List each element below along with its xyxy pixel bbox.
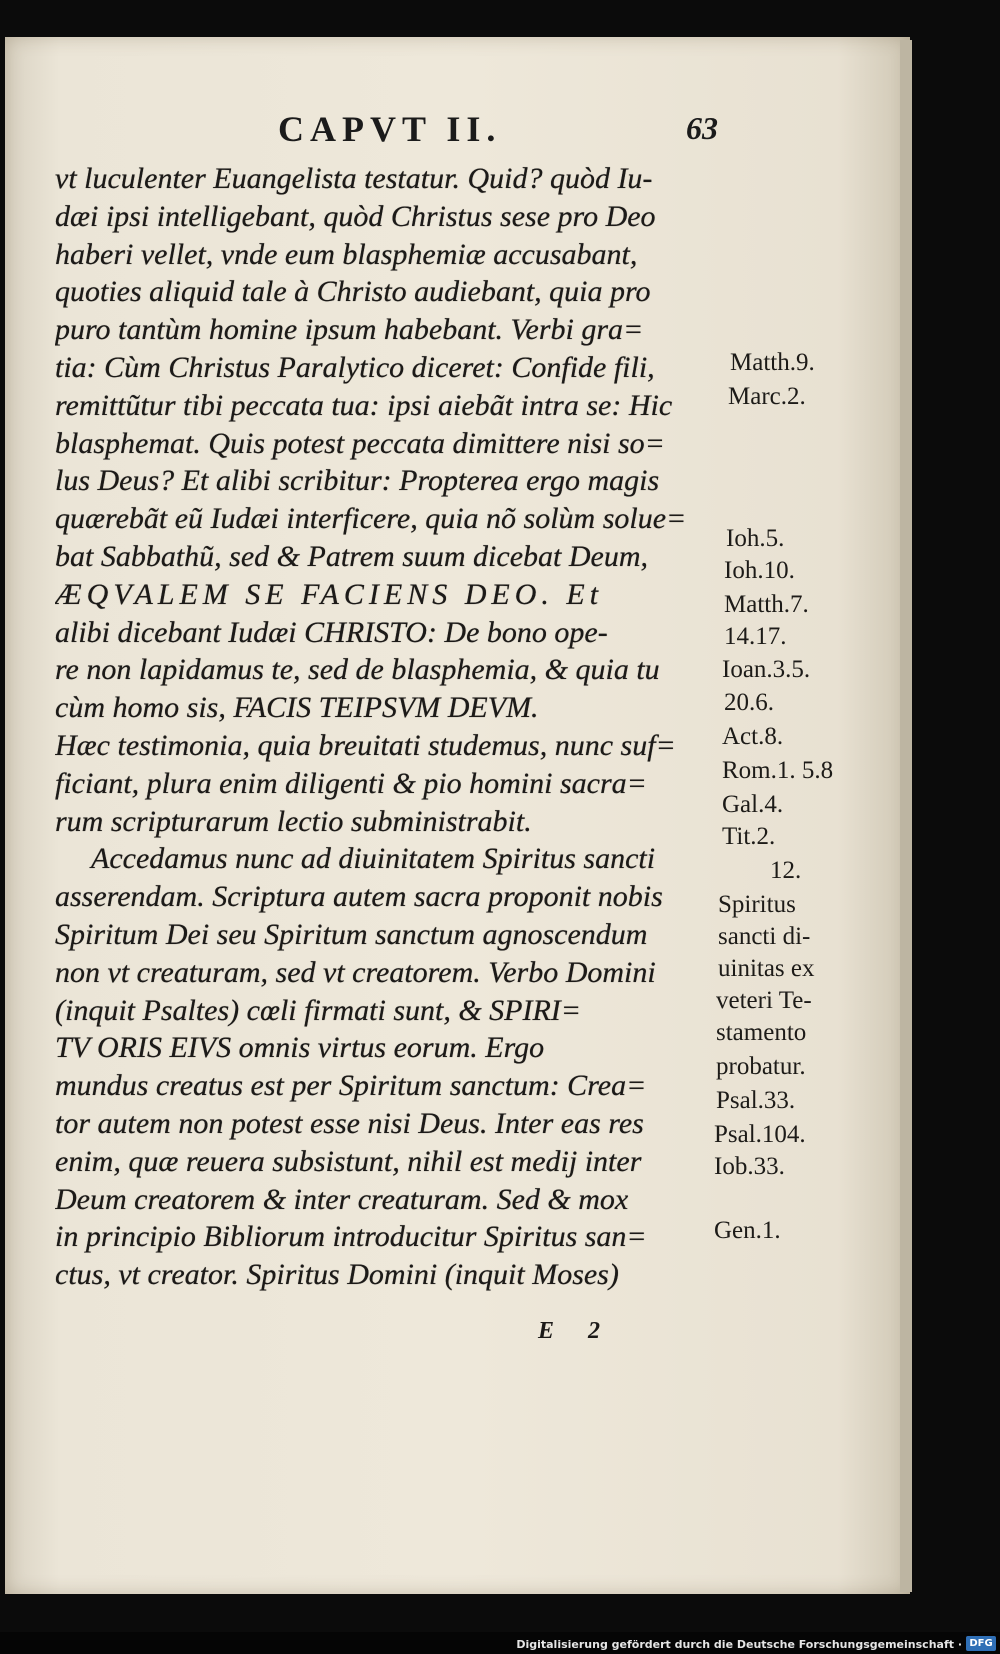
text-line: vt luculenter Euangelista testatur. Quid? quòd Iu- [55,162,653,195]
text-line: alibi dicebant Iudæi CHRISTO: De bono ope- [55,615,608,649]
text-line: quærebãt eũ Iudæi interficere, quia nõ solùm solue= [55,502,687,536]
text-line: bat Sabbathũ, sed & Patrem suum dicebat Deum, [55,539,648,573]
margin-note: Matth.7. [724,591,809,618]
margin-note: Spiritus [718,891,796,918]
text-line: ficiant, plura enim diligenti & pio homini sacra= [55,766,647,800]
text-line: tia: Cùm Christus Paralytico diceret: Confide fili, [55,350,655,384]
text-line: ÆQVALEM SE FACIENS DEO. Et [55,577,604,611]
text-line: dæi ipsi intelligebant, quòd Christus sese pro Deo [55,199,656,233]
text-line: haberi vellet, vnde eum blasphemiæ accusabant, [55,237,638,271]
margin-note: probatur. [716,1053,806,1080]
margin-note: Psal.104. [714,1121,806,1148]
page-number: 63 [686,110,718,146]
text-line: Spiritum Dei seu Spiritum sanctum agnoscendum [55,917,648,951]
margin-note: Marc.2. [728,383,806,410]
text-line: ctus, vt creator. Spiritus Domini (inquit Moses) [55,1258,619,1292]
margin-note: Ioh.10. [724,557,795,584]
footer-bar [0,1632,1000,1654]
text-line: non vt creaturam, sed vt creatorem. Verbo Domini [55,955,656,989]
text-line: cùm homo sis, FACIS TEIPSVM DEVM. [55,691,539,725]
text-line: quoties aliquid tale à Christo audiebant, quia pro [55,275,651,309]
text-line: puro tantùm homine ipsum habebant. Verbi gra= [55,313,644,347]
text-line: re non lapidamus te, sed de blasphemia, & quia tu [55,653,660,687]
text-line: lus Deus? Et alibi scribitur: Propterea ergo magis [55,464,660,498]
margin-note: Gal.4. [722,791,784,818]
margin-note: 12. [770,857,802,884]
text-line: remittũtur tibi peccata tua: ipsi aiebãt intra se: Hic [55,388,673,422]
text-line: (inquit Psaltes) cœli firmati sunt, & SPIRI= [55,993,582,1027]
text-line: TV ORIS EIVS omnis virtus eorum. Ergo [55,1031,545,1065]
signature-mark: E 2 [538,1318,615,1344]
margin-note: Psal.33. [716,1087,796,1114]
margin-note: Rom.1. 5.8 [722,757,834,784]
margin-note: sancti di- [718,923,811,950]
margin-note: stamento [716,1019,807,1046]
margin-note: Ioh.5. [726,525,785,552]
text-line: Hæc testimonia, quia breuitati studemus, nunc suf= [55,728,676,762]
text-line: asserendam. Scriptura autem sacra proponit nobis [55,880,663,914]
text-line: rum scripturarum lectio subministrabit. [55,804,532,838]
margin-note: Gen.1. [714,1217,781,1244]
text-line: in principio Bibliorum introducitur Spiritus san= [55,1220,647,1254]
text-line: Deum creatorem & inter creaturam. Sed & mox [55,1182,629,1216]
margin-note: Tit.2. [722,823,776,850]
margin-note: uinitas ex [718,955,815,982]
margin-note: 14.17. [724,623,787,650]
text-line: tor autem non potest esse nisi Deus. Inter eas res [55,1106,644,1140]
paragraph-start-line: Accedamus nunc ad diuinitatem Spiritus sancti [91,842,656,876]
margin-note: Iob.33. [714,1153,785,1180]
margin-note: 20.6. [724,689,774,716]
margin-note: veteri Te- [716,987,812,1014]
chapter-heading: CAPVT II. [278,109,502,149]
funding-credit: Digitalisierung gefördert durch die Deutsche Forschungsgemeinschaft · [516,1638,962,1651]
margin-note: Ioan.3.5. [722,656,811,683]
text-line: blasphemat. Quis potest peccata dimittere nisi so= [55,426,665,460]
margin-note: Matth.9. [730,349,815,376]
margin-note: Act.8. [722,723,784,750]
text-line: mundus creatus est per Spiritum sanctum: Crea= [55,1069,647,1103]
dfg-logo-icon: DFG [966,1636,996,1651]
text-line: enim, quæ reuera subsistunt, nihil est medij inter [55,1144,642,1178]
